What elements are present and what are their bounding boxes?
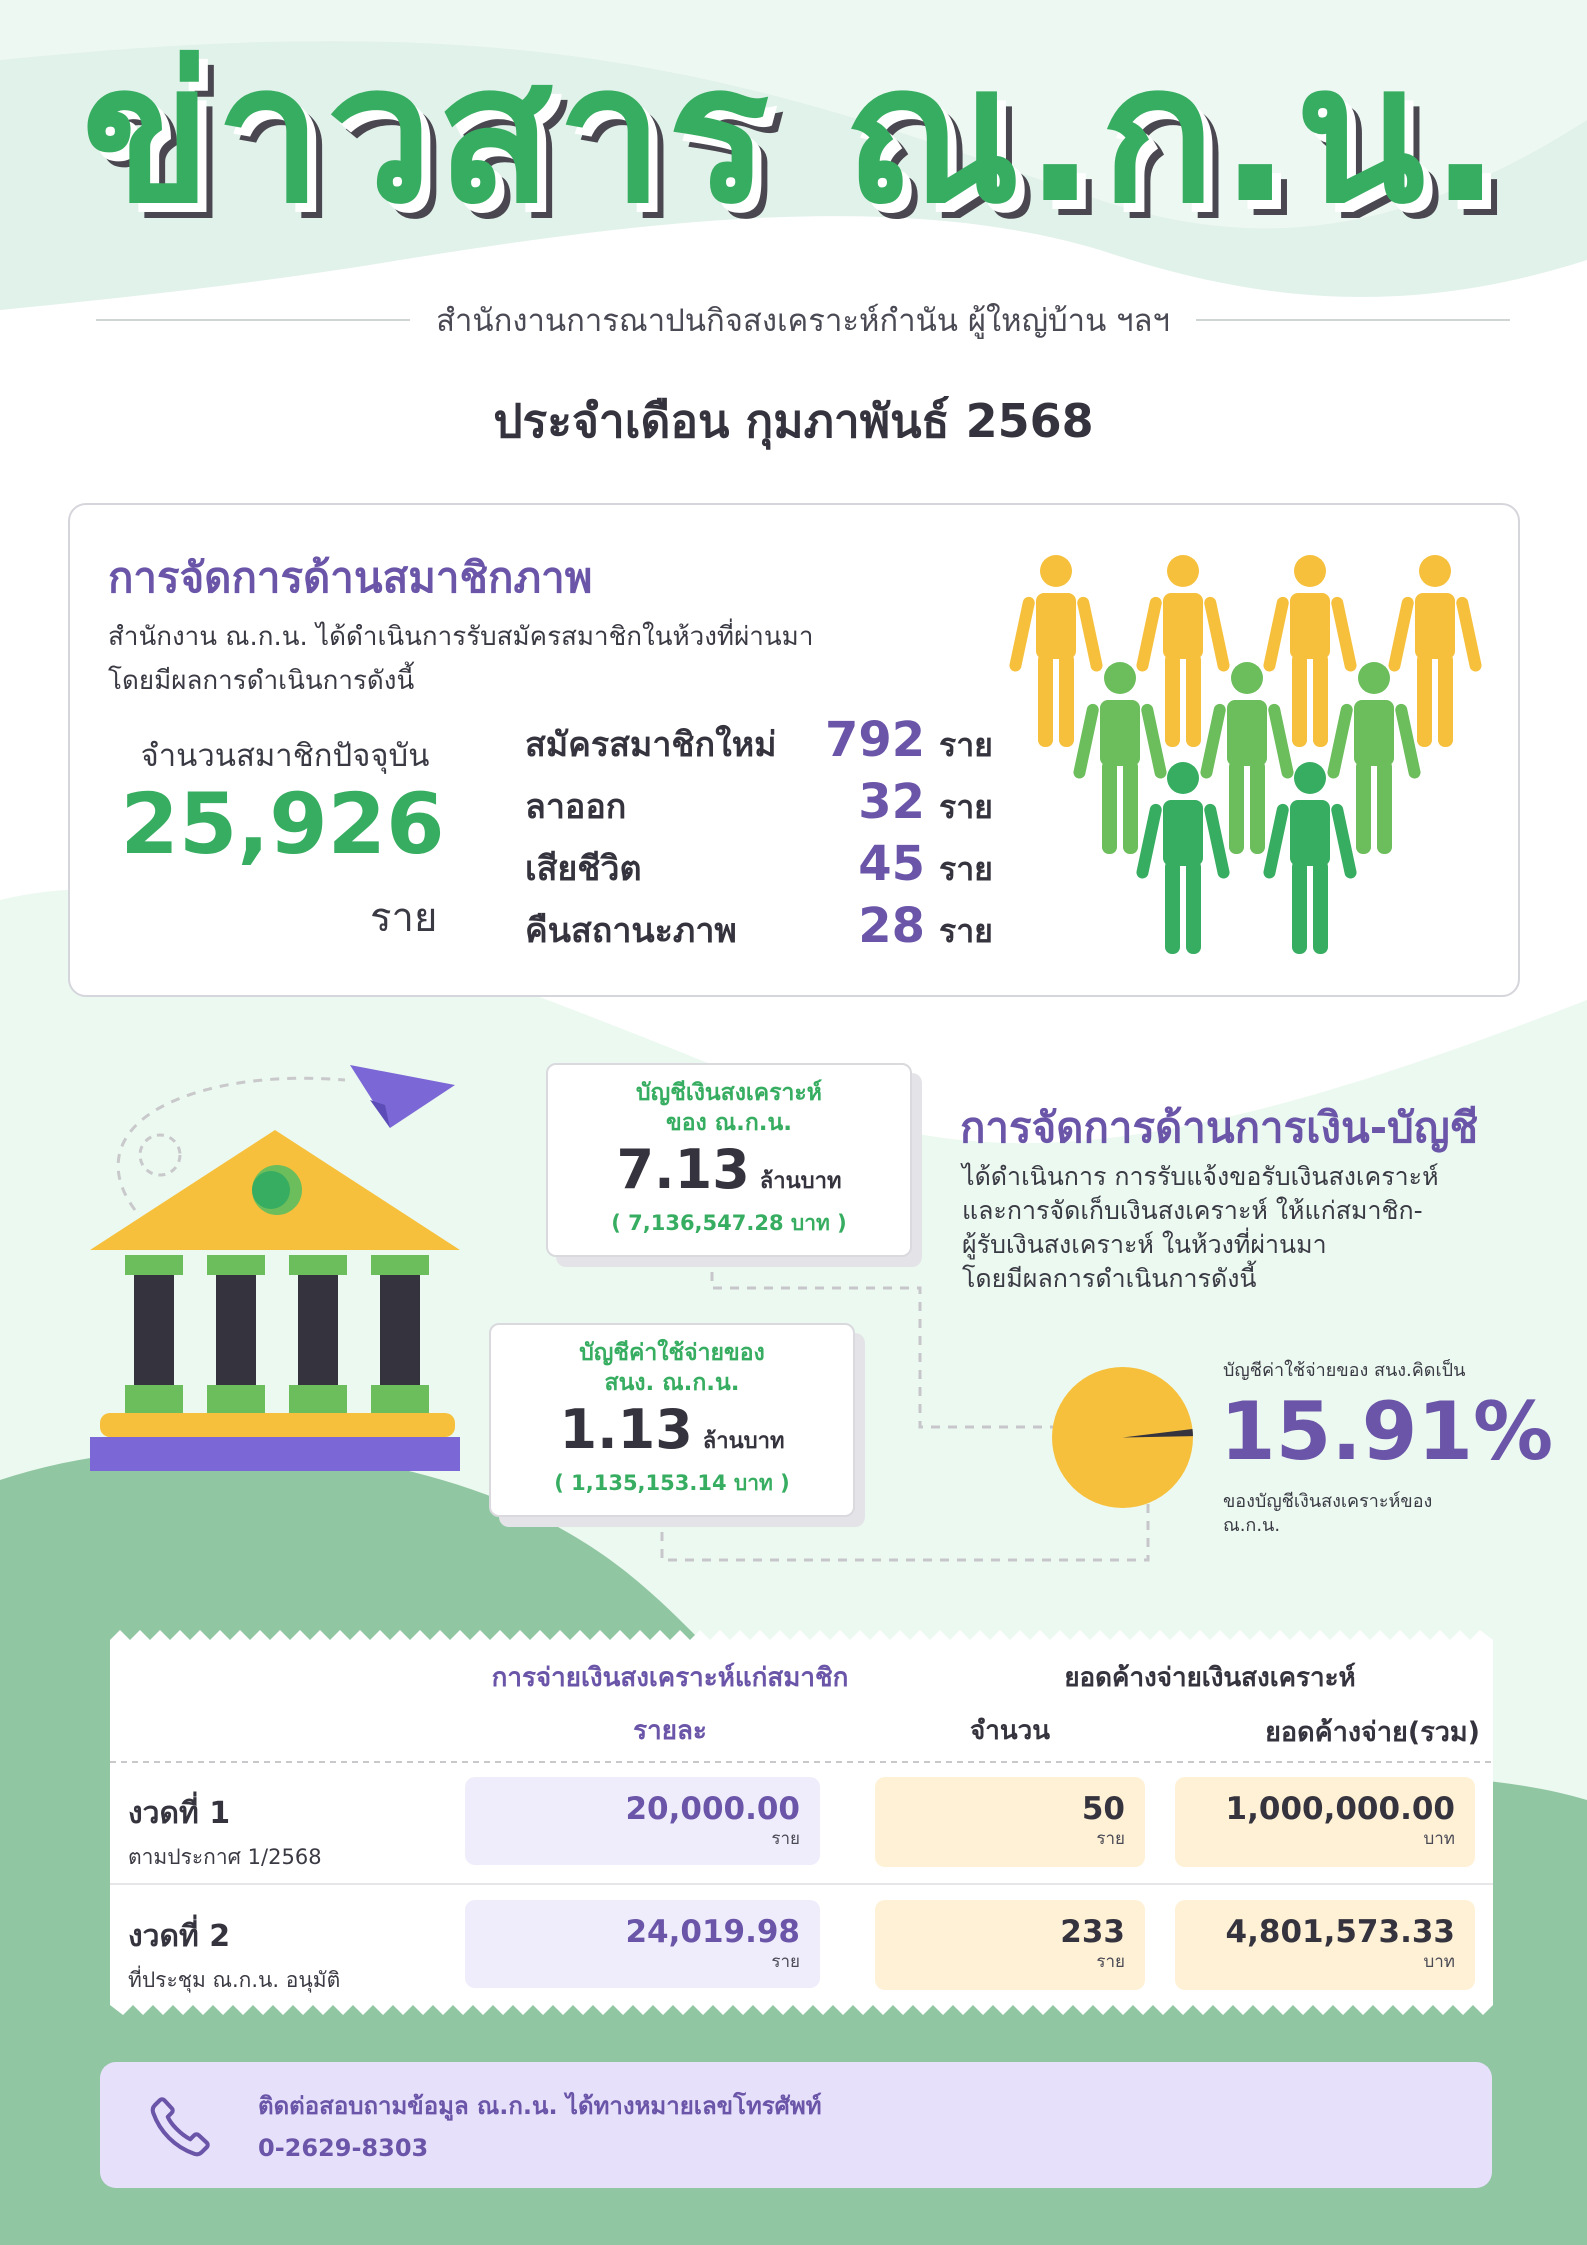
welfare-account-value: 7.13: [616, 1138, 750, 1201]
welfare-account-title: บัญชีเงินสงเคราะห์: [636, 1080, 822, 1106]
stat-unit: ราย: [939, 788, 993, 826]
stat-label: ลาออก: [525, 787, 627, 827]
welfare-account-exact: ( 7,136,547.28 บาท ): [611, 1211, 847, 1235]
stat-label: คืนสถานะภาพ: [525, 911, 737, 951]
stat-value: 792: [825, 712, 926, 768]
divider: [96, 319, 410, 321]
welfare-account-title: ของ ณ.ก.น.: [666, 1110, 792, 1136]
stat-value: 28: [858, 898, 925, 954]
table-row-label: [128, 1913, 340, 1997]
welfare-account-unit: ล้านบาท: [759, 1169, 842, 1194]
rate-value: 24,019.98: [625, 1914, 800, 1950]
stat-label: สมัครสมาชิกใหม่: [525, 725, 777, 765]
count-unit: ราย: [1096, 1952, 1125, 1972]
phone-icon[interactable]: [145, 2092, 215, 2162]
total-unit: บาท: [1423, 1952, 1455, 1972]
finance-description-line: โดยมีผลการดำเนินการดังนี้: [962, 1264, 1257, 1293]
header-payment-rate: รายละ: [633, 1716, 707, 1746]
person-icon: [1135, 762, 1230, 954]
total-value: 4,801,573.33: [1225, 1914, 1455, 1950]
count-cell: [875, 1900, 1145, 1990]
total-cell: [1175, 1777, 1475, 1867]
stat-new-members: [525, 712, 995, 768]
expense-account-exact: ( 1,135,153.14 บาท ): [554, 1471, 790, 1495]
stat-value: 32: [858, 774, 925, 830]
total-unit: บาท: [1423, 1829, 1455, 1849]
row-subtitle: ที่ประชุม ณ.ก.น. อนุมัติ: [128, 1968, 341, 1992]
stat-unit: ราย: [939, 850, 993, 888]
ratio-subtext: [1223, 1490, 1483, 1538]
contact-line: ติดต่อสอบถามข้อมูล ณ.ก.น. ได้ทางหมายเลขโทรศัพท์: [258, 2092, 822, 2120]
stat-label: เสียชีวิต: [525, 849, 642, 889]
current-members-unit: ราย: [370, 895, 438, 941]
membership-description: [108, 615, 828, 703]
count-value: 50: [1081, 1791, 1125, 1827]
header-total: ยอดค้างจ่าย(รวม): [1265, 1717, 1480, 1748]
membership-description-line: สำนักงาน ณ.ก.น. ได้ดำเนินการรับสมัครสมาชิกในห้วงที่ผ่านมา: [108, 622, 814, 652]
expense-account-value: 1.13: [559, 1398, 693, 1461]
expense-account-unit: ล้านบาท: [702, 1429, 785, 1454]
ratio-label: บัญชีค่าใช้จ่ายของ สนง.คิดเป็น: [1223, 1360, 1466, 1381]
issue-month: ประจำเดือน กุมภาพันธ์ 2568: [493, 394, 1094, 448]
current-members-value: 25,926: [120, 775, 445, 873]
row-subtitle: ตามประกาศ 1/2568: [128, 1845, 322, 1869]
expense-account-title: สนง. ณ.ก.น.: [604, 1370, 740, 1396]
table-row-label: [128, 1790, 322, 1874]
ratio-subtext-line: ณ.ก.น.: [1223, 1515, 1281, 1536]
stat-resigned: [525, 774, 995, 830]
expense-ratio-pie: [1050, 1365, 1195, 1510]
membership-description-line: โดยมีผลการดำเนินการดังนี้: [108, 666, 415, 696]
contact-text: [258, 2085, 822, 2169]
expense-account-title: บัญชีค่าใช้จ่ายของ: [579, 1340, 765, 1366]
stat-unit: ราย: [939, 726, 993, 764]
organization-name: สำนักงานการณาปนกิจสงเคราะห์กำนัน ผู้ใหญ่บ้าน ฯลฯ: [436, 303, 1170, 339]
stat-value: 45: [858, 836, 925, 892]
count-cell: [875, 1777, 1145, 1867]
contact-phone[interactable]: 0-2629-8303: [258, 2134, 429, 2162]
row-title: งวดที่ 1: [128, 1796, 231, 1831]
page-title: ข่าวสาร ณ.ก.น.: [81, 24, 1506, 245]
finance-description-line: ผู้รับเงินสงเคราะห์ ในห้วงที่ผ่านมา: [962, 1230, 1327, 1259]
rate-unit: ราย: [771, 1829, 800, 1849]
ratio-subtext-line: ของบัญชีเงินสงเคราะห์ของ: [1223, 1491, 1433, 1512]
stat-reinstated: [525, 898, 995, 954]
finance-description-line: ได้ดำเนินการ การรับแจ้งขอรับเงินสงเคราะห์: [962, 1162, 1439, 1191]
divider: [1196, 319, 1510, 321]
paper-plane-icon: [350, 1065, 455, 1128]
rate-value: 20,000.00: [625, 1791, 800, 1827]
people-illustration: [1000, 555, 1490, 960]
total-cell: [1175, 1900, 1475, 1990]
welfare-account-box: [546, 1063, 912, 1257]
count-value: 233: [1060, 1914, 1125, 1950]
stat-unit: ราย: [939, 912, 993, 950]
header-outstanding: ยอดค้างจ่ายเงินสงเคราะห์: [1064, 1663, 1356, 1693]
current-members-label: จำนวนสมาชิกปัจจุบัน: [140, 738, 430, 774]
rate-cell: [465, 1900, 820, 1988]
rate-unit: ราย: [771, 1952, 800, 1972]
row-title: งวดที่ 2: [128, 1919, 231, 1954]
count-unit: ราย: [1096, 1829, 1125, 1849]
bank-icon: [85, 1060, 475, 1480]
finance-description: [962, 1160, 1502, 1296]
membership-title: การจัดการด้านสมาชิกภาพ: [108, 553, 593, 602]
stat-deceased: [525, 836, 995, 892]
expense-account-box: [489, 1323, 855, 1517]
finance-title: การจัดการด้านการเงิน-บัญชี: [960, 1103, 1479, 1152]
header-payment: การจ่ายเงินสงเคราะห์แก่สมาชิก: [491, 1663, 849, 1693]
subtitle-row: [96, 300, 1510, 340]
ratio-value: 15.91%: [1220, 1385, 1554, 1478]
header-count: จำนวน: [970, 1716, 1050, 1746]
total-value: 1,000,000.00: [1225, 1791, 1455, 1827]
person-icon: [1262, 762, 1357, 954]
finance-description-line: และการจัดเก็บเงินสงเคราะห์ ให้แก่สมาชิก-: [962, 1196, 1423, 1225]
rate-cell: [465, 1777, 820, 1865]
